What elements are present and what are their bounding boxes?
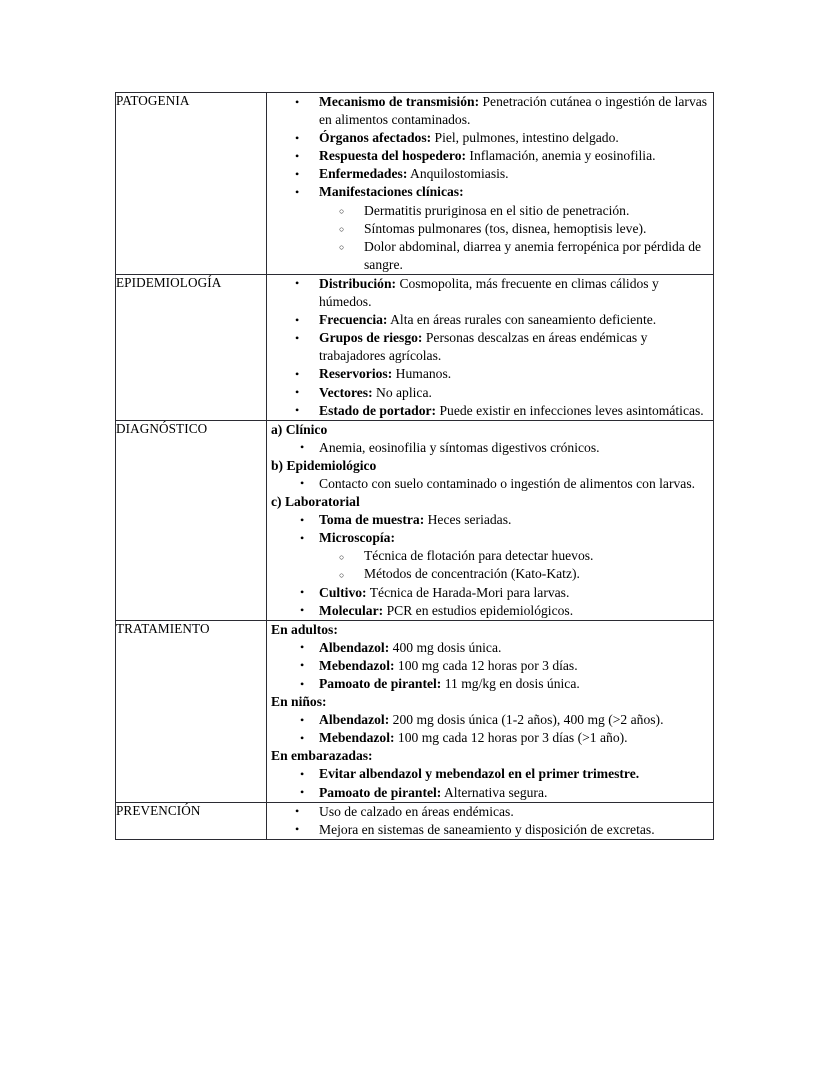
section-content-cell	[267, 620, 714, 802]
term-description: Penetración cutánea o ingestión de larvas en alimentos contaminados.	[319, 94, 708, 128]
term-description: 100 mg cada 12 horas por 3 días (>1 año).	[394, 730, 628, 746]
term-label: Reservorios:	[319, 366, 393, 382]
list-item	[267, 365, 713, 383]
term-description: Mejora en sistemas de saneamiento y disposición de excretas.	[319, 821, 655, 837]
bullet-list	[267, 639, 713, 693]
list-item	[267, 183, 713, 273]
subsection-heading: c) Laboratorial	[271, 494, 360, 510]
term-description: Piel, pulmones, intestino delgado.	[431, 130, 619, 146]
bullet-list	[267, 765, 713, 801]
subsection-heading: En adultos:	[271, 621, 338, 637]
term-label: Cultivo:	[319, 584, 367, 600]
list-item	[267, 402, 713, 420]
term-label: Distribución:	[319, 275, 397, 291]
subsection-heading: b) Epidemiológico	[271, 457, 377, 473]
term-label: Microscopía:	[319, 530, 396, 546]
bullet-list	[267, 475, 713, 493]
sub-list-item	[319, 565, 713, 583]
table-row	[116, 420, 714, 620]
parasitosis-spec-table	[115, 92, 714, 840]
term-label: Órganos afectados:	[319, 130, 432, 146]
list-item	[267, 765, 713, 783]
list-item	[267, 311, 713, 329]
term-label: Vectores:	[319, 384, 373, 400]
list-item	[267, 275, 713, 311]
list-item	[267, 675, 713, 693]
term-description: Alta en áreas rurales con saneamiento deficiente.	[387, 312, 657, 328]
term-description: 400 mg dosis única.	[389, 639, 502, 655]
term-description: Puede existir en infecciones leves asintomáticas.	[436, 402, 704, 418]
term-description: 11 mg/kg en dosis única.	[441, 676, 580, 691]
list-item	[267, 639, 713, 657]
term-description: Técnica de Harada-Mori para larvas.	[366, 584, 570, 600]
term-label: Pamoato de pirantel:	[319, 676, 442, 691]
list-item	[267, 329, 713, 365]
table-row	[116, 620, 714, 802]
list-item	[267, 529, 713, 583]
term-label: Grupos de riesgo:	[319, 330, 423, 346]
list-item	[267, 439, 713, 457]
term-description: Dolor abdominal, diarrea y anemia ferropénica por pérdida de sangre.	[364, 238, 702, 272]
term-label: Mebendazol:	[319, 730, 395, 746]
section-label-cell: TRATAMIENTO	[116, 620, 267, 802]
list-item	[267, 711, 713, 729]
term-description: Síntomas pulmonares (tos, disnea, hemoptisis leve).	[364, 220, 647, 236]
list-item	[267, 93, 713, 129]
section-label-cell: PREVENCIÓN	[116, 802, 267, 839]
table-row	[116, 93, 714, 275]
term-description: Dermatitis pruriginosa en el sitio de penetración.	[364, 202, 630, 218]
bullet-list	[267, 511, 713, 620]
term-description: Inflamación, anemia y eosinofilia.	[466, 148, 656, 164]
subsection-heading: a) Clínico	[271, 421, 328, 437]
bullet-list	[267, 93, 713, 274]
sub-list-item	[319, 202, 713, 220]
table-row	[116, 274, 714, 420]
section-content-cell	[267, 93, 714, 275]
term-description: PCR en estudios epidemiológicos.	[383, 602, 574, 618]
term-description: Métodos de concentración (Kato-Katz).	[364, 566, 580, 582]
term-description: 200 mg dosis única (1-2 años), 400 mg (>2 años).	[389, 712, 664, 728]
list-item	[267, 729, 713, 747]
bullet-list	[267, 439, 713, 457]
section-label-cell: DIAGNÓSTICO	[116, 420, 267, 620]
term-label: Enfermedades:	[319, 166, 408, 182]
term-label: Albendazol:	[319, 639, 390, 655]
section-content-cell	[267, 274, 714, 420]
term-description: Alternativa segura.	[441, 784, 548, 800]
term-description: Anquilostomiasis.	[407, 166, 509, 182]
list-item	[267, 475, 713, 493]
term-label: Mebendazol:	[319, 657, 395, 673]
sub-list-item	[319, 238, 713, 274]
list-item	[267, 602, 713, 620]
term-label: Toma de muestra:	[319, 512, 425, 528]
table-row	[116, 802, 714, 839]
term-description: Humanos.	[392, 366, 452, 382]
section-label-cell: EPIDEMIOLOGÍA	[116, 274, 267, 420]
sub-list-item	[319, 220, 713, 238]
section-label-cell: PATOGENIA	[116, 93, 267, 275]
subsection-heading: En embarazadas:	[271, 748, 373, 764]
sub-bullet-list	[319, 547, 713, 583]
list-item	[267, 147, 713, 165]
term-description: Personas descalzas en áreas endémicas y trabajadores agrícolas.	[319, 330, 648, 364]
list-item	[267, 784, 713, 802]
term-label: Pamoato de pirantel:	[319, 784, 442, 800]
term-label: Estado de portador:	[319, 402, 437, 418]
list-item	[267, 384, 713, 402]
term-label: Molecular:	[319, 602, 384, 618]
list-item	[267, 511, 713, 529]
term-label: Manifestaciones clínicas:	[319, 184, 464, 200]
term-description: Técnica de flotación para detectar huevos.	[364, 548, 594, 564]
list-item	[267, 129, 713, 147]
list-item	[267, 821, 713, 839]
term-description: Anemia, eosinofilia y síntomas digestivos crónicos.	[319, 439, 600, 455]
sub-bullet-list	[319, 202, 713, 274]
term-description: Heces seriadas.	[424, 512, 512, 528]
list-item	[267, 657, 713, 675]
term-description: 100 mg cada 12 horas por 3 días.	[394, 657, 578, 673]
bullet-list	[267, 711, 713, 747]
term-description: Uso de calzado en áreas endémicas.	[319, 803, 514, 819]
section-content-cell	[267, 802, 714, 839]
list-item	[267, 165, 713, 183]
term-label: Respuesta del hospedero:	[319, 148, 467, 164]
subsection-heading: En niños:	[271, 694, 327, 710]
list-item	[267, 803, 713, 821]
term-label: Mecanismo de transmisión:	[319, 94, 480, 109]
term-label: Frecuencia:	[319, 312, 388, 328]
bullet-list	[267, 275, 713, 420]
term-label: Evitar albendazol y mebendazol en el primer trimestre.	[319, 766, 640, 782]
term-description: No aplica.	[372, 384, 432, 400]
term-label: Albendazol:	[319, 712, 390, 728]
list-item	[267, 584, 713, 602]
bullet-list	[267, 803, 713, 839]
section-content-cell	[267, 420, 714, 620]
term-description: Contacto con suelo contaminado o ingestión de alimentos con larvas.	[319, 475, 696, 491]
sub-list-item	[319, 547, 713, 565]
term-description: Cosmopolita, más frecuente en climas cálidos y húmedos.	[319, 275, 659, 310]
